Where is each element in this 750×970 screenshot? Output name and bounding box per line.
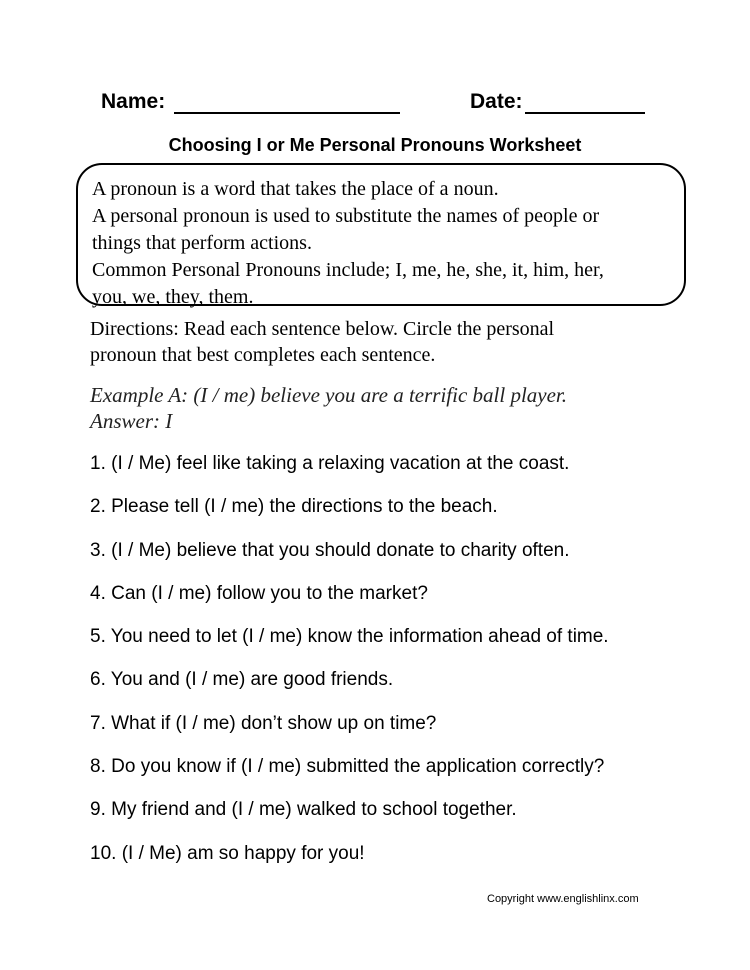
example bbox=[90, 382, 690, 434]
date-label: Date: bbox=[470, 90, 523, 113]
name-blank-line bbox=[174, 112, 400, 114]
question-item: 10. (I / Me) am so happy for you! bbox=[90, 842, 365, 864]
definition-line: A personal pronoun is used to substitute the names of people or bbox=[92, 205, 600, 227]
directions bbox=[90, 316, 650, 368]
definition-line: you, we, they, them. bbox=[92, 286, 254, 308]
copyright-footer: Copyright www.englishlinx.com bbox=[487, 893, 639, 905]
question-item: 2. Please tell (I / me) the directions to the beach. bbox=[90, 496, 498, 518]
page-title: Choosing I or Me Personal Pronouns Worksheet bbox=[168, 135, 582, 155]
question-item: 3. (I / Me) believe that you should donate to charity often. bbox=[90, 539, 570, 561]
question-item: 9. My friend and (I / me) walked to school together. bbox=[90, 799, 517, 821]
question-item: 8. Do you know if (I / me) submitted the application correctly? bbox=[90, 756, 605, 778]
question-item: 4. Can (I / me) follow you to the market? bbox=[90, 582, 428, 604]
header-row bbox=[0, 88, 750, 118]
question-item: 7. What if (I / me) don’t show up on time? bbox=[90, 712, 437, 734]
question-item: 1. (I / Me) feel like taking a relaxing vacation at the coast. bbox=[90, 453, 570, 474]
definition-line: Common Personal Pronouns include; I, me, he, she, it, him, her, bbox=[92, 259, 604, 281]
example-sentence: Example A: (I / me) believe you are a terrific ball player. bbox=[90, 383, 568, 407]
definition-line: things that perform actions. bbox=[92, 232, 312, 254]
directions-line: Directions: Read each sentence below. Circle the personal bbox=[90, 318, 555, 340]
definition-box bbox=[76, 163, 686, 306]
question-item: 5. You need to let (I / me) know the information ahead of time. bbox=[90, 626, 609, 648]
definition-line: A pronoun is a word that takes the place of a noun. bbox=[92, 178, 499, 200]
question-list bbox=[90, 451, 710, 884]
date-blank-line bbox=[525, 112, 645, 114]
name-label: Name: bbox=[101, 90, 166, 113]
directions-line: pronoun that best completes each sentence. bbox=[90, 344, 436, 366]
example-answer: Answer: I bbox=[90, 409, 173, 433]
question-item: 6. You and (I / me) are good friends. bbox=[90, 669, 394, 691]
